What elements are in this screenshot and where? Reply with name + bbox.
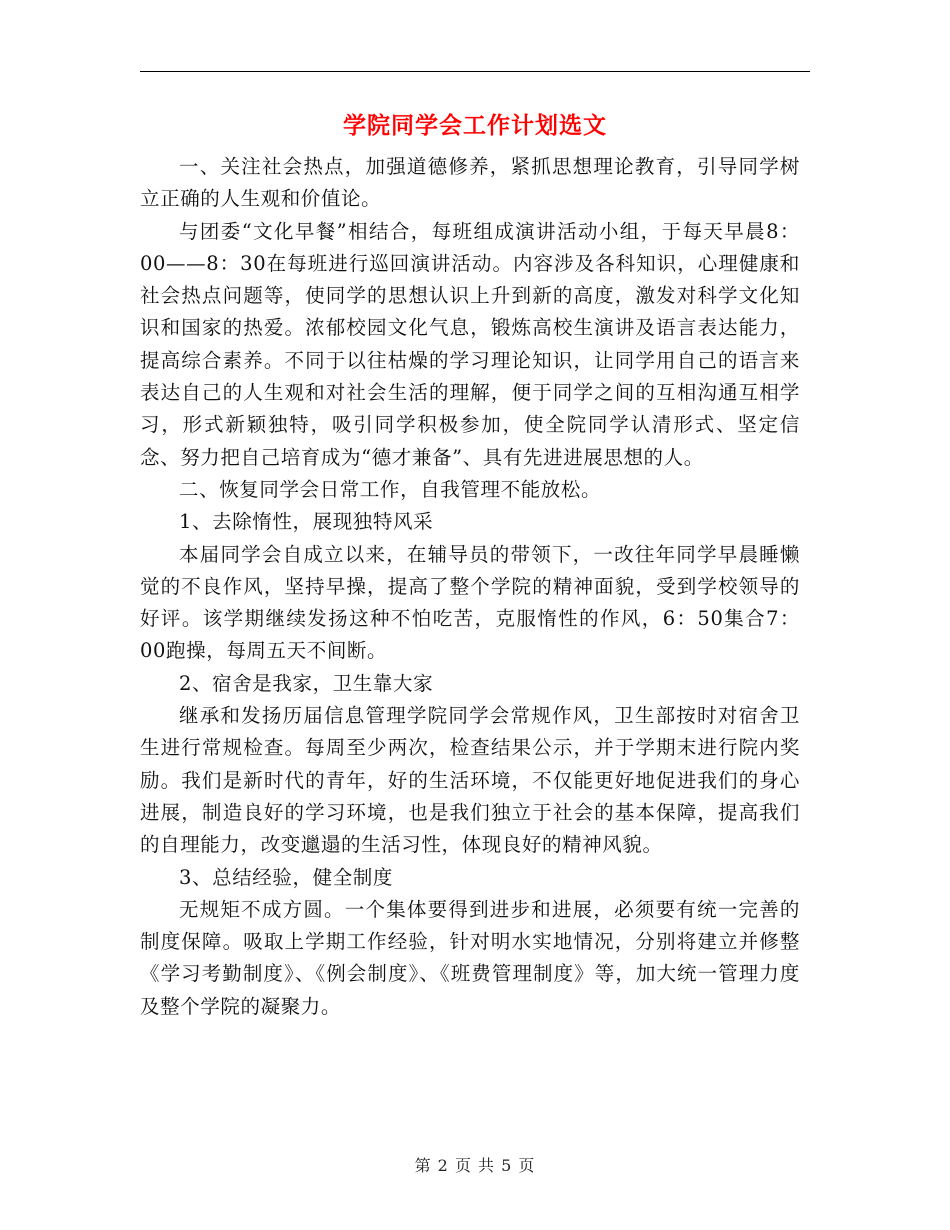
paragraph: 2、宿舍是我家，卫生靠大家 xyxy=(179,671,434,695)
page-number: 第 2 页 共 5 页 xyxy=(414,1156,536,1175)
paragraph: 二、恢复同学会日常工作，自我管理不能放松。 xyxy=(179,477,602,501)
paragraph: 与团委“文化早餐”相结合，每班组成演讲活动小组，于每天早晨8：00——8：30在每班进行巡回演讲活动。内容涉及各科知识，心理健康和社会热点问题等，使同学的思想认识上升到新的高度，激发对科学文化知识和国家的热爱。浓郁校园文化气息，锻炼高校生演讲及语言表达能力，提高综合素养。不同于以往枯燥的学习理论知识，让同学用自己的语言来表达自己的人生观和对社会生活的理解，便于同学之间的互相沟通互相学习，形式新颖独特，吸引同学积极参加，使全院同学认清形式、坚定信念、努力把自己培育成为“德才兼备”、具有先进进展思想的人。 xyxy=(140,219,800,469)
paragraph: 继承和发扬历届信息管理学院同学会常规作风，卫生部按时对宿舍卫生进行常规检查。每周至少两次，检查结果公示，并于学期末进行院内奖励。我们是新时代的青年，好的生活环境，不仅能更好地促进我们的身心进展，制造良好的学习环境，也是我们独立于社会的基本保障，提高我们的自理能力，改变邋遢的生活习性，体现良好的精神风貌。 xyxy=(140,704,800,857)
paragraph: 3、总结经验，健全制度 xyxy=(179,865,394,889)
paragraph: 一、关注社会热点，加强道德修养，紧抓思想理论教育，引导同学树立正确的人生观和价值论。 xyxy=(140,155,800,211)
paragraph: 无规矩不成方圆。一个集体要得到进步和进展，必须要有统一完善的制度保障。吸取上学期工作经验，针对明水实地情况，分别将建立并修整《学习考勤制度》、《例会制度》、《班费管理制度》等，加大统一管理力度及整个学院的凝聚力。 xyxy=(140,897,800,1018)
paragraph: 本届同学会自成立以来，在辅导员的带领下，一改往年同学早晨睡懒觉的不良作风，坚持早操，提高了整个学院的精神面貌，受到学校领导的好评。该学期继续发扬这种不怕吃苦，克服惰性的作风，6：50集合7：00跑操，每周五天不间断。 xyxy=(140,542,800,663)
document-title: 学院同学会工作计划选文 xyxy=(343,112,607,139)
document-body xyxy=(140,151,800,1023)
header-rule xyxy=(140,71,810,72)
paragraph: 1、去除惰性，展现独特风采 xyxy=(179,510,434,534)
